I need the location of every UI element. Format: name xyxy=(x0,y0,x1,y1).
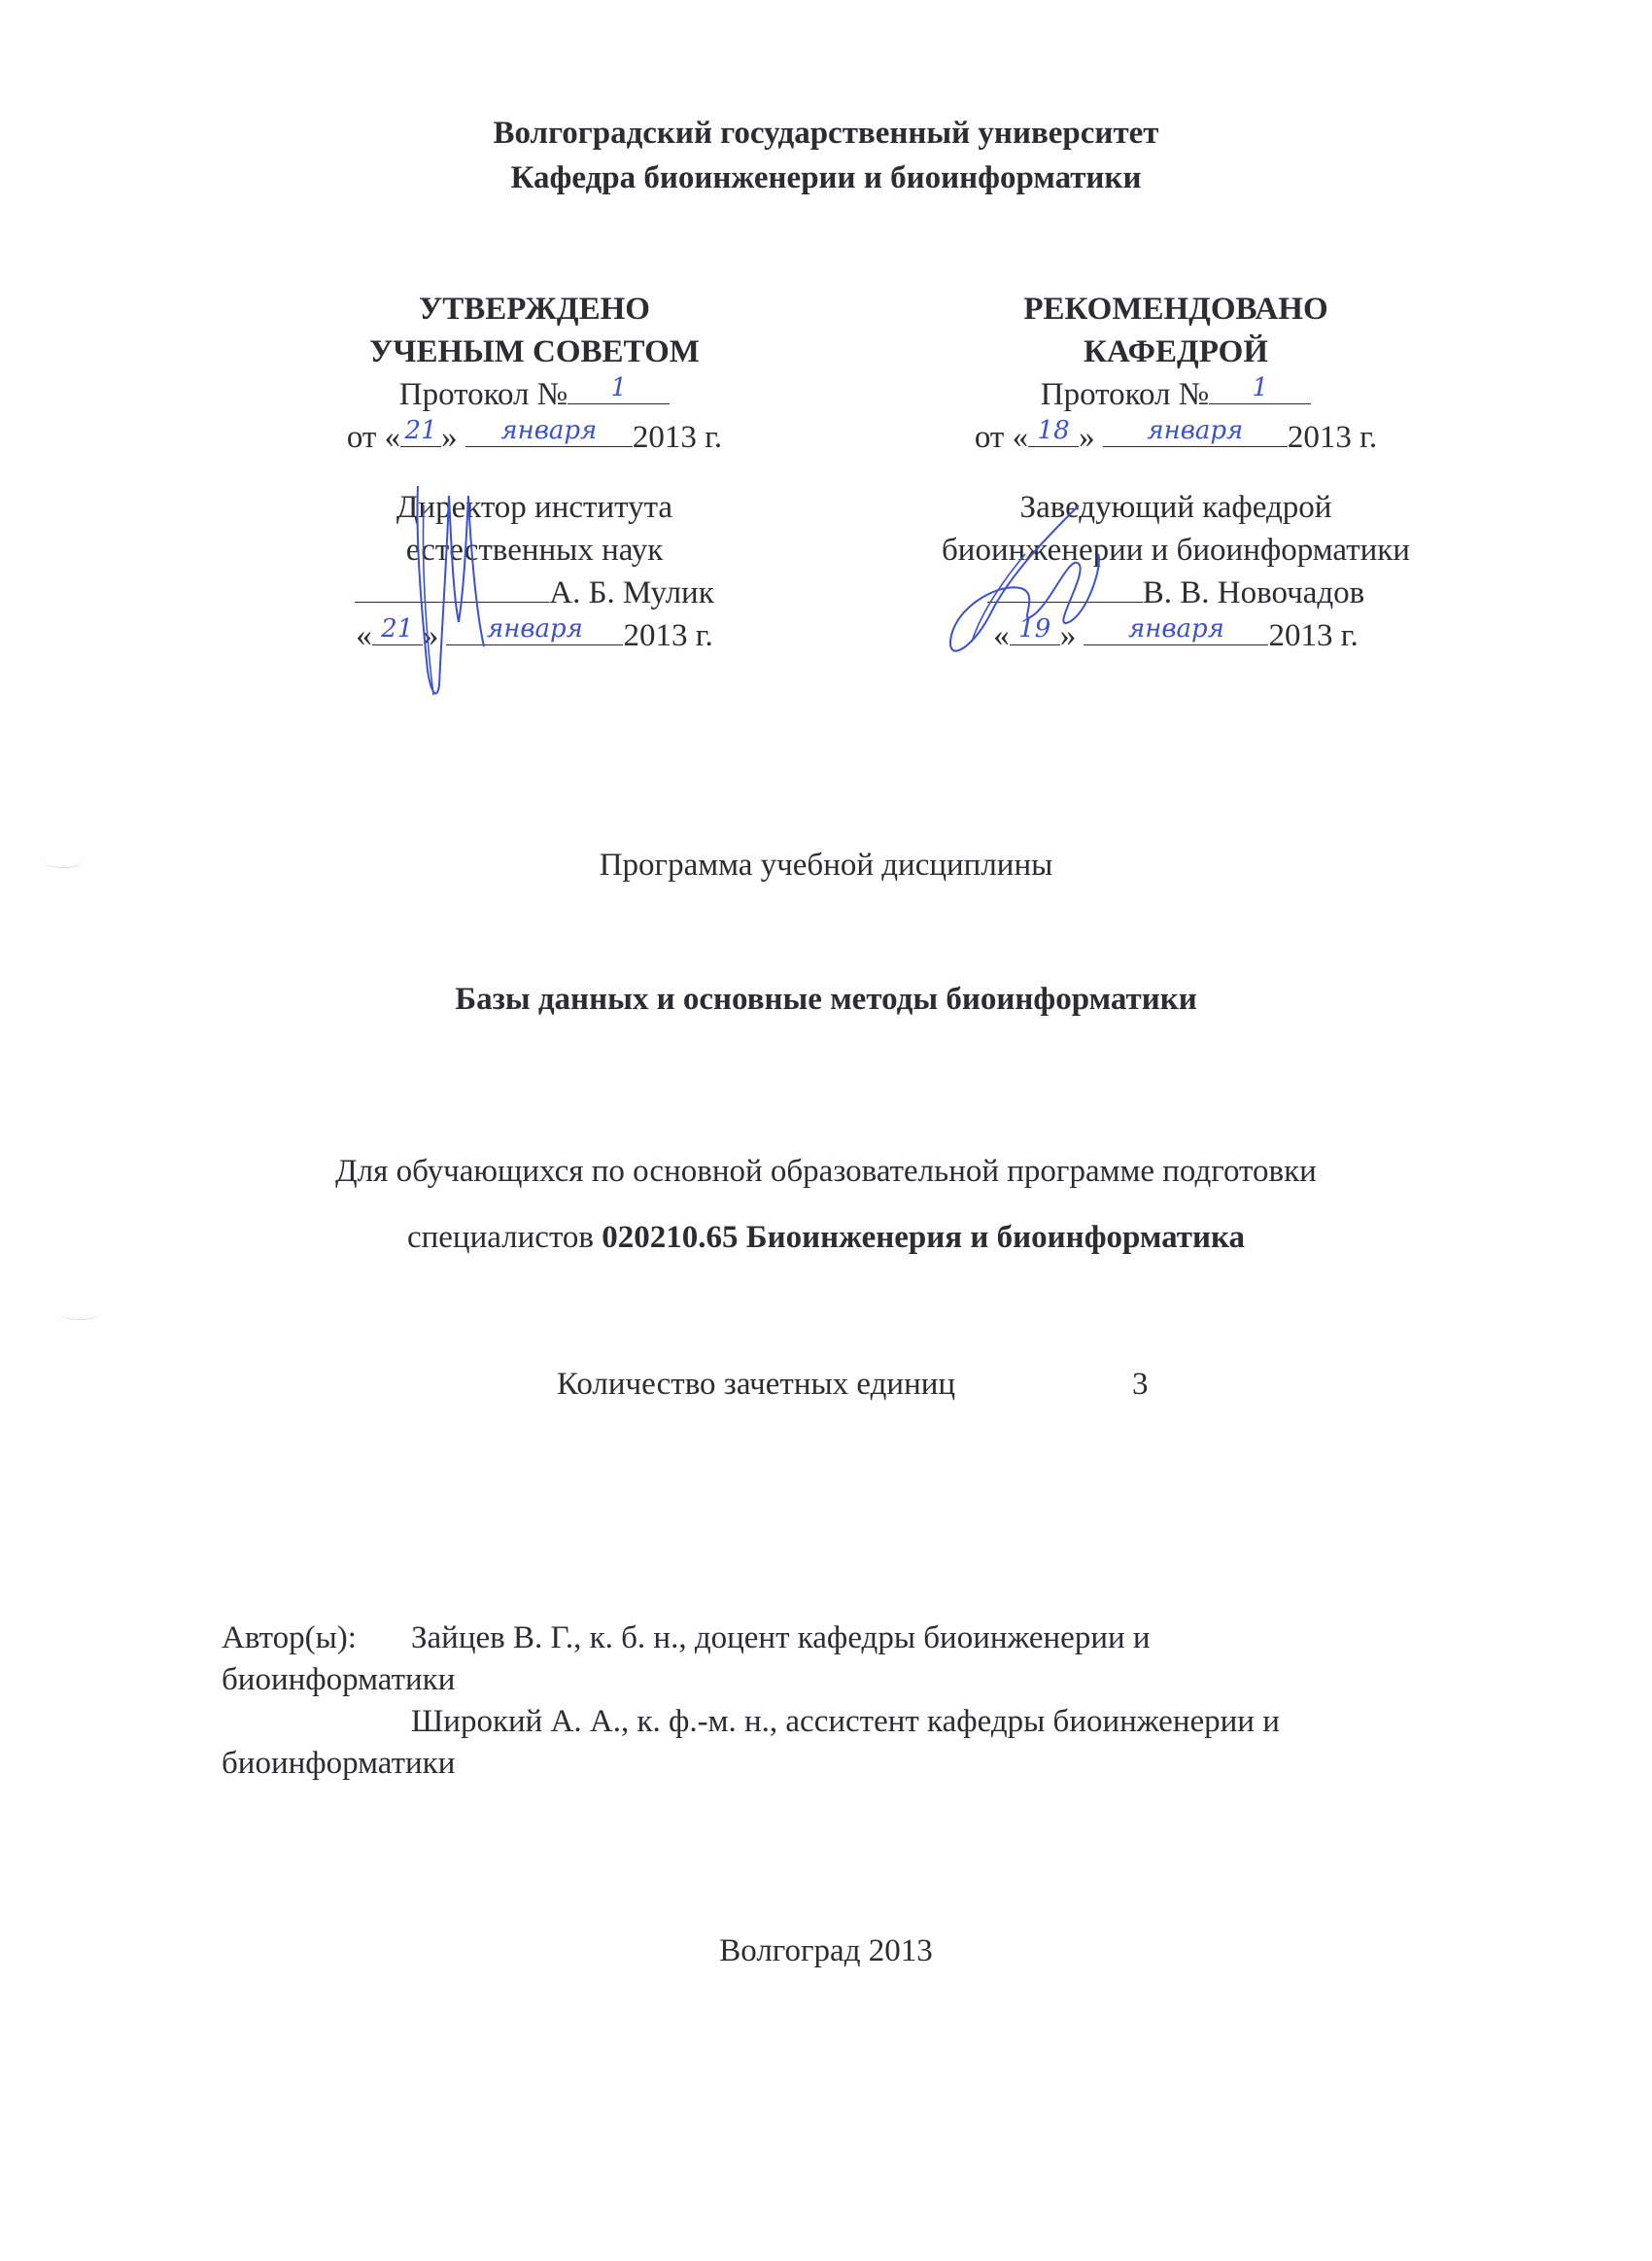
approval-title-line2: КАФЕДРОЙ xyxy=(1083,334,1269,369)
authors-block xyxy=(222,1617,1485,1785)
protocol-number-handwritten: 1 xyxy=(610,373,628,402)
date-month-field xyxy=(1103,417,1288,447)
sign-date-suffix: 2013 г. xyxy=(623,618,713,653)
protocol-number-handwritten: 1 xyxy=(1252,373,1269,402)
position-line2: биоинженерии и биоинформатики xyxy=(942,533,1410,568)
sign-date-mid: » xyxy=(422,618,439,653)
protocol-label: Протокол № xyxy=(398,377,568,412)
signer-name: А. Б. Мулик xyxy=(549,575,714,610)
protocol-line xyxy=(243,373,826,416)
date-prefix: от « xyxy=(974,420,1029,455)
signature-line xyxy=(875,572,1477,614)
credits-value: 3 xyxy=(1132,1367,1149,1402)
sign-date-open: « xyxy=(993,618,1010,653)
city-year: Волгоград 2013 xyxy=(719,1933,933,1968)
document-type: Программа учебной дисциплины xyxy=(599,848,1053,883)
sign-date-month-handwritten: января xyxy=(1128,614,1224,644)
punch-hole-mark xyxy=(60,1307,99,1320)
approval-block-council xyxy=(243,288,826,657)
audience-prefix: специалистов xyxy=(406,1220,595,1255)
author1-row xyxy=(222,1617,1485,1659)
protocol-number-field xyxy=(1209,374,1311,404)
author2-line1: Широкий А. А., к. ф.-м. н., ассистент кафедры биоинженерии и xyxy=(411,1704,1280,1739)
protocol-label: Протокол № xyxy=(1040,377,1210,412)
protocol-date-line xyxy=(243,416,826,459)
date-day-handwritten: 18 xyxy=(1037,416,1070,445)
signature-date-line xyxy=(875,614,1477,657)
signature-line xyxy=(243,572,826,614)
sign-date-month-field xyxy=(446,615,623,645)
signature-date-line xyxy=(243,614,826,657)
author1-line1: Зайцев В. Г., к. б. н., доцент кафедры биоинженерии и xyxy=(411,1620,1151,1655)
sign-date-day-handwritten: 19 xyxy=(1018,614,1051,644)
credits-label: Количество зачетных единиц xyxy=(557,1367,956,1402)
date-month-field xyxy=(465,417,633,447)
date-mid: » xyxy=(1079,420,1095,455)
protocol-line xyxy=(875,373,1477,416)
date-day-field xyxy=(1028,417,1079,447)
position-line2: естественных наук xyxy=(405,533,664,568)
punch-hole-mark xyxy=(44,855,83,868)
sign-date-suffix: 2013 г. xyxy=(1268,618,1359,653)
university-name: Волгоградский государственный университет xyxy=(493,116,1159,151)
signature-field xyxy=(355,573,549,603)
specialty-code-name: 020210.65 Биоинженерия и биоинформатика xyxy=(602,1220,1246,1255)
author1-line2: биоинформатики xyxy=(222,1662,456,1697)
date-day-field xyxy=(400,417,441,447)
date-month-handwritten: января xyxy=(1147,416,1244,445)
approval-title-line1: УТВЕРЖДЕНО xyxy=(419,292,650,327)
audience-line1: Для обучающихся по основной образовательной программе подготовки xyxy=(335,1154,1317,1189)
date-day-handwritten: 21 xyxy=(404,416,437,445)
authors-label: Автор(ы): xyxy=(222,1620,357,1655)
signature-field xyxy=(987,573,1143,603)
approval-block-department xyxy=(875,288,1477,657)
author2-row xyxy=(222,1701,1485,1743)
audience-line2 xyxy=(0,1216,1652,1259)
sign-date-day-field xyxy=(372,615,423,645)
sign-date-mid: » xyxy=(1059,618,1077,653)
position-line1: Заведующий кафедрой xyxy=(1019,490,1332,525)
date-month-handwritten: января xyxy=(500,416,598,445)
protocol-number-field xyxy=(568,374,670,404)
sign-date-month-field xyxy=(1084,615,1268,645)
date-suffix: 2013 г. xyxy=(1287,420,1378,455)
position-line1: Директор института xyxy=(396,490,673,525)
department-name: Кафедра биоинженерии и биоинформатики xyxy=(510,160,1142,195)
sign-date-day-field xyxy=(1010,615,1060,645)
author2-line2: биоинформатики xyxy=(222,1746,456,1781)
date-mid: » xyxy=(441,420,458,455)
sign-date-day-handwritten: 21 xyxy=(381,614,414,644)
approval-title-line2: УЧЕНЫМ СОВЕТОМ xyxy=(369,334,700,369)
approval-title-line1: РЕКОМЕНДОВАНО xyxy=(1023,292,1328,327)
sign-date-open: « xyxy=(356,618,372,653)
protocol-date-line xyxy=(875,416,1477,459)
sign-date-month-handwritten: января xyxy=(487,614,583,644)
discipline-title: Базы данных и основные методы биоинформатики xyxy=(455,982,1197,1017)
date-suffix: 2013 г. xyxy=(632,420,723,455)
date-prefix: от « xyxy=(346,420,401,455)
signer-name: В. В. Новочадов xyxy=(1142,575,1365,610)
